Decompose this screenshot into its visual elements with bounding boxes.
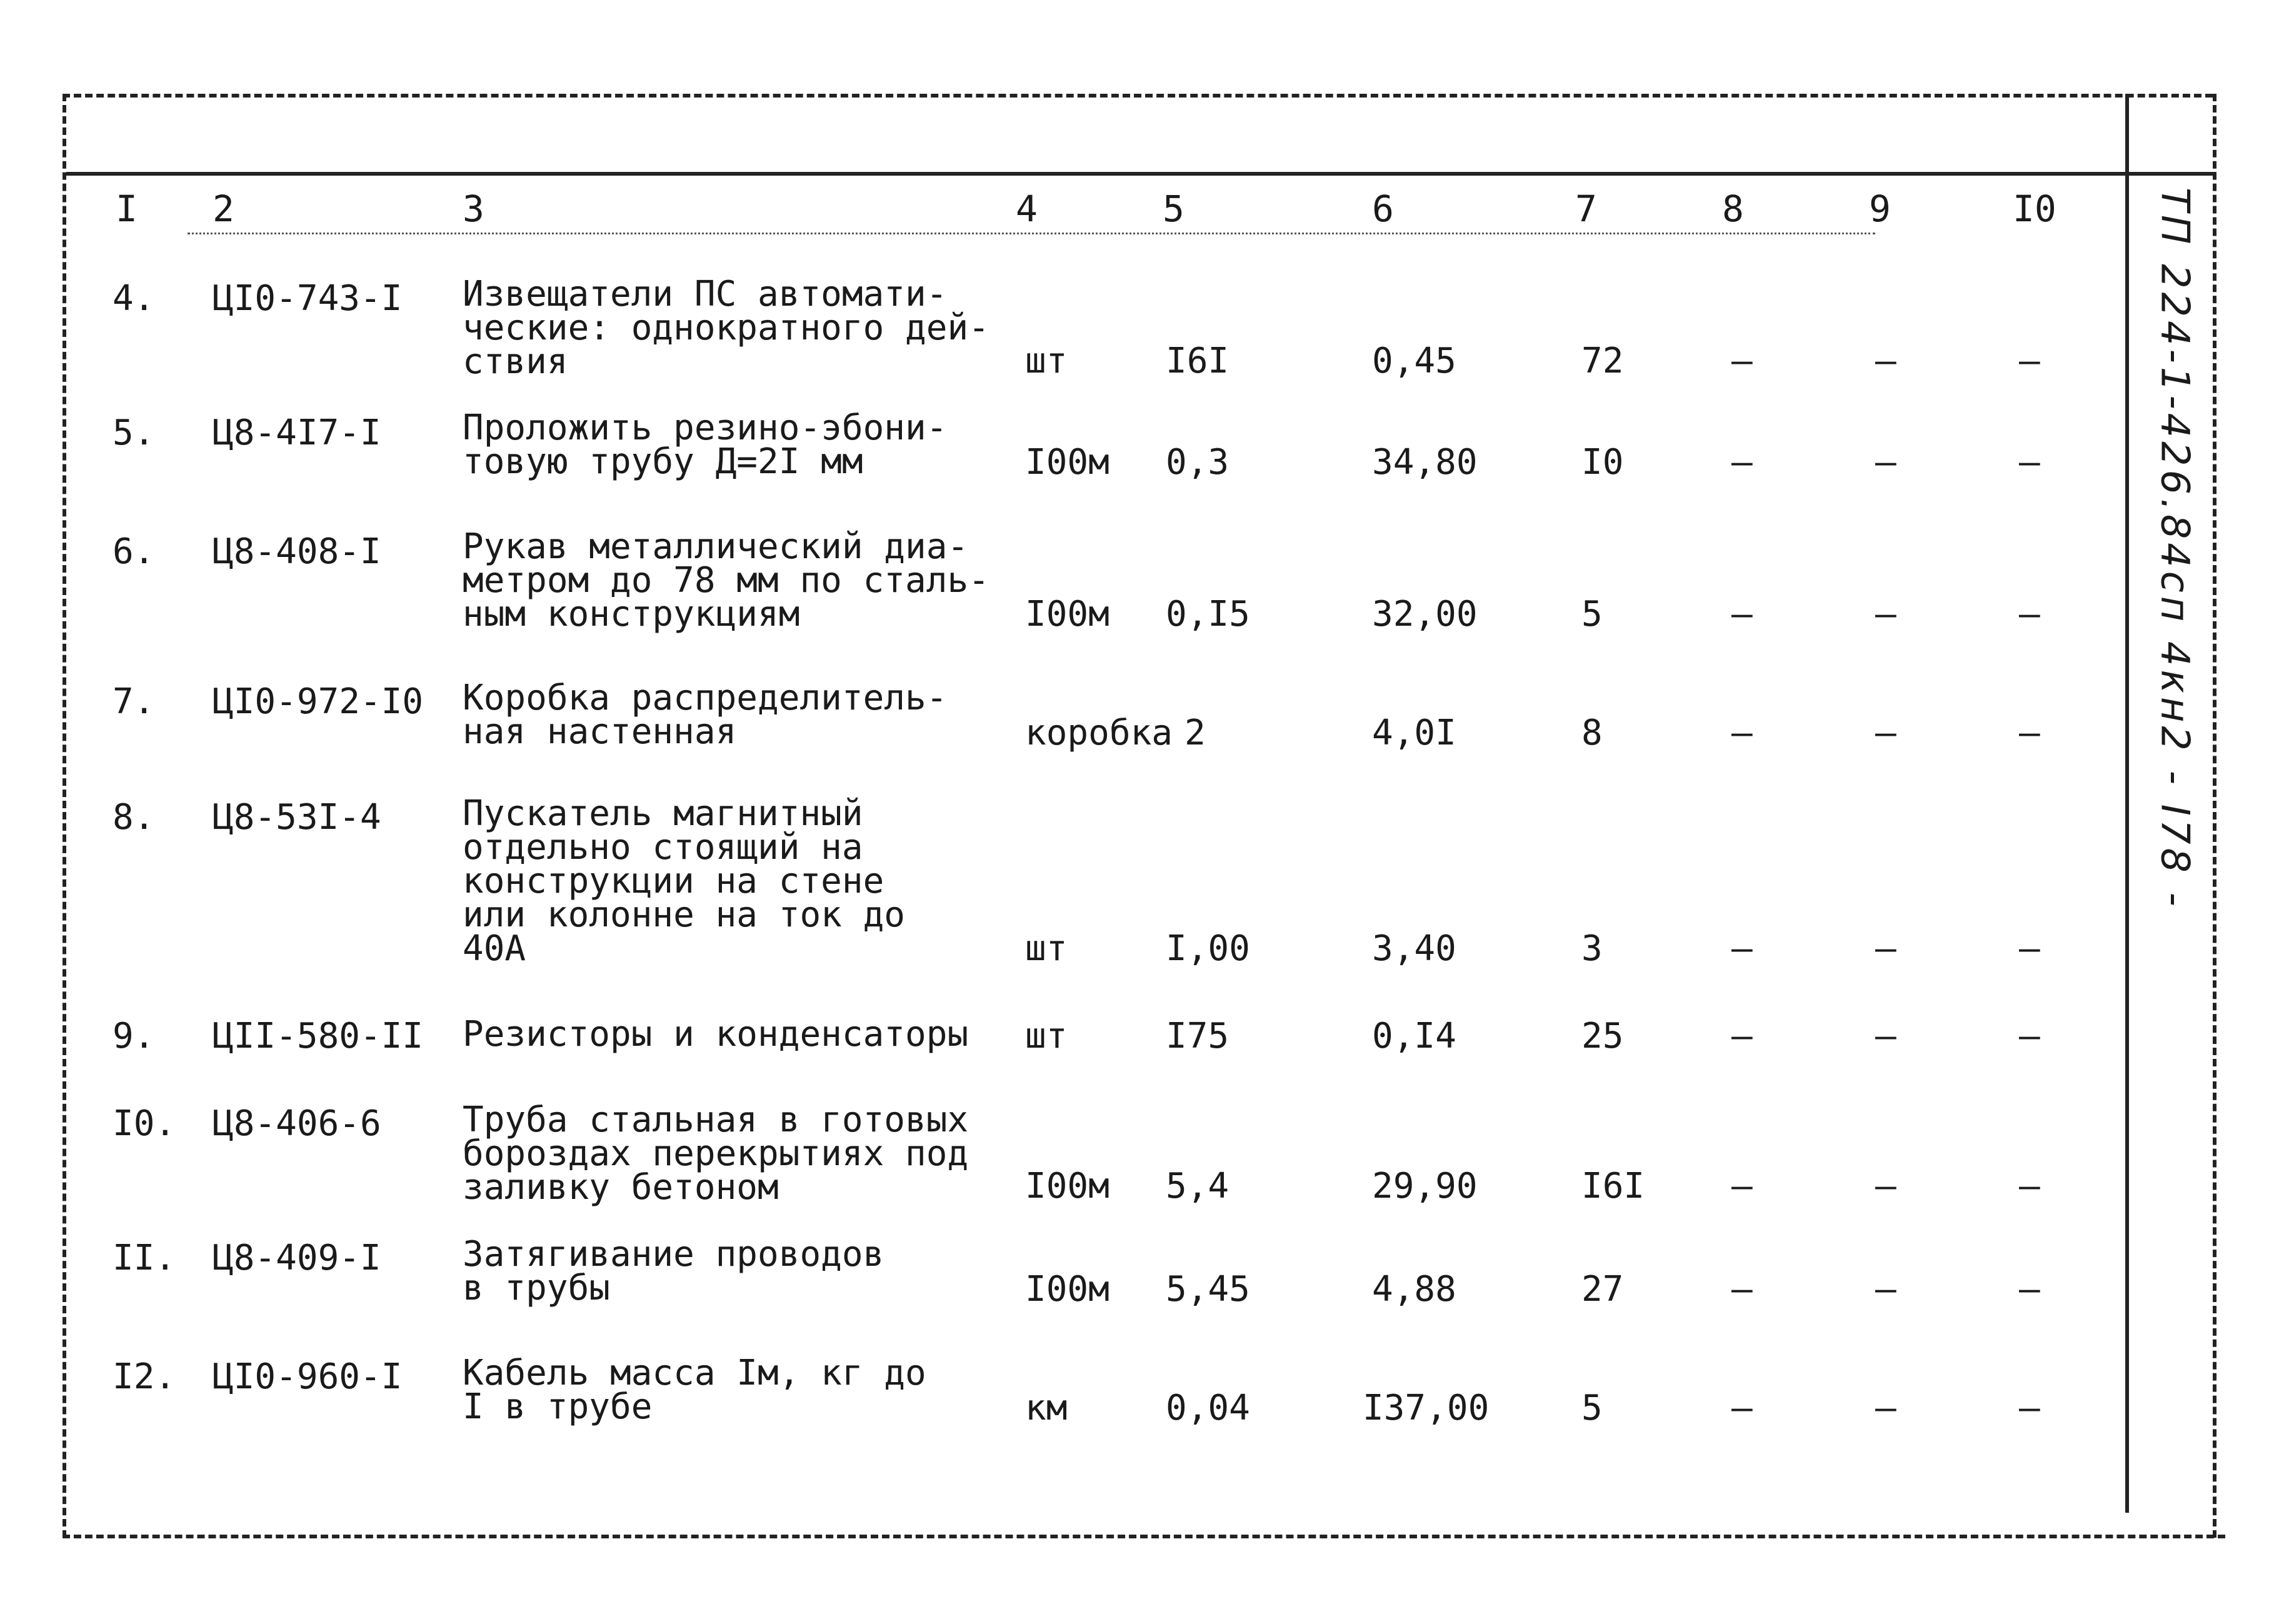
- row-number: I0.: [113, 1103, 176, 1144]
- row-quantity: I75: [1166, 1016, 1230, 1056]
- row-total: 5: [1581, 594, 1603, 634]
- row-quantity: 2: [1185, 713, 1206, 753]
- row-quantity: 0,04: [1166, 1388, 1250, 1428]
- row-unit: I00м: [1025, 442, 1109, 483]
- row-col-8: –: [1731, 594, 1753, 634]
- row-description: Извещатели ПС автомати- ческие: однократного дей- ствия: [463, 274, 989, 382]
- row-col-9: –: [1875, 1388, 1896, 1428]
- row-norm: I37,00: [1363, 1388, 1490, 1428]
- header-col-7: 7: [1575, 188, 1597, 230]
- row-code: Ц8-409-I: [213, 1238, 381, 1278]
- frame-right: [2213, 94, 2216, 1538]
- header-col-10: I0: [2013, 188, 2056, 230]
- row-col-10: –: [2019, 1388, 2040, 1428]
- header-divider: [66, 172, 2216, 176]
- row-number: 6.: [113, 531, 155, 572]
- row-description: Резисторы и конденсаторы: [463, 1014, 969, 1055]
- row-col-8: –: [1731, 442, 1753, 483]
- row-col-8: –: [1731, 928, 1753, 969]
- row-number: II.: [113, 1238, 176, 1278]
- row-col-9: –: [1875, 713, 1896, 753]
- row-total: 27: [1581, 1269, 1624, 1310]
- row-col-10: –: [2019, 442, 2040, 483]
- row-norm: 4,88: [1372, 1269, 1456, 1310]
- row-unit: шт: [1025, 1016, 1068, 1056]
- row-col-9: –: [1875, 928, 1896, 969]
- row-norm: 29,90: [1372, 1166, 1478, 1206]
- row-col-9: –: [1875, 341, 1896, 381]
- row-number: 5.: [113, 413, 155, 453]
- row-description: Рукав металлический диа- метром до 78 мм по сталь- ным конструкциям: [463, 526, 989, 634]
- row-col-10: –: [2019, 1166, 2040, 1206]
- row-total: 8: [1581, 713, 1603, 753]
- row-col-10: –: [2019, 928, 2040, 969]
- row-total: I6I: [1581, 1166, 1645, 1206]
- row-unit: I00м: [1025, 1269, 1109, 1310]
- row-description: Пускатель магнитный отдельно стоящий на конструкции на стене или колонне на ток до 40А: [463, 793, 906, 969]
- row-col-10: –: [2019, 594, 2040, 634]
- row-col-10: –: [2019, 341, 2040, 381]
- row-norm: 0,45: [1372, 341, 1456, 381]
- row-number: I2.: [113, 1356, 176, 1397]
- header-col-9: 9: [1869, 188, 1891, 230]
- row-quantity: 5,4: [1166, 1166, 1230, 1206]
- row-description: Затягивание проводов в трубы: [463, 1234, 884, 1308]
- row-col-8: –: [1731, 713, 1753, 753]
- row-norm: 34,80: [1372, 442, 1478, 483]
- row-col-8: –: [1731, 341, 1753, 381]
- row-code: ЦI0-960-I: [213, 1356, 403, 1397]
- row-quantity: I,00: [1166, 928, 1250, 969]
- header-underline: [188, 233, 1875, 234]
- row-number: 8.: [113, 797, 155, 838]
- stamp-text: ТП 224-1-426.84сп 4кн2 - I78 -: [2152, 188, 2198, 910]
- stamp-divider: [2125, 94, 2129, 1513]
- header-col-3: 3: [463, 188, 484, 230]
- row-col-10: –: [2019, 713, 2040, 753]
- row-number: 9.: [113, 1016, 155, 1056]
- row-norm: 32,00: [1372, 594, 1478, 634]
- row-code: Ц8-406-6: [213, 1103, 381, 1144]
- row-total: 72: [1581, 341, 1624, 381]
- row-total: 5: [1581, 1388, 1603, 1428]
- row-col-9: –: [1875, 442, 1896, 483]
- row-col-8: –: [1731, 1269, 1753, 1310]
- row-col-9: –: [1875, 1016, 1896, 1056]
- row-quantity: 5,45: [1166, 1269, 1250, 1310]
- header-col-1: I: [116, 188, 138, 230]
- row-description: Труба стальная в готовых бороздах перекрытиях под заливку бетоном: [463, 1100, 969, 1208]
- row-unit: шт: [1025, 928, 1068, 969]
- frame-bottom: [63, 1535, 2225, 1538]
- row-norm: 4,0I: [1372, 713, 1456, 753]
- row-description: Коробка распределитель- ная настенная: [463, 678, 948, 752]
- row-quantity: 0,I5: [1166, 594, 1250, 634]
- row-total: I0: [1581, 442, 1624, 483]
- header-col-8: 8: [1722, 188, 1744, 230]
- row-code: Ц8-53I-4: [213, 797, 381, 838]
- row-description: Кабель масса Iм, кг до I в трубе: [463, 1353, 926, 1427]
- header-col-2: 2: [213, 188, 234, 230]
- row-col-8: –: [1731, 1166, 1753, 1206]
- row-total: 3: [1581, 928, 1603, 969]
- row-col-9: –: [1875, 1166, 1896, 1206]
- frame-top: [63, 94, 2213, 98]
- row-description: Проложить резино-эбони- товую трубу Д=2I мм: [463, 408, 948, 482]
- row-number: 4.: [113, 278, 155, 319]
- document-stamp: [2138, 188, 2213, 910]
- row-code: ЦI0-743-I: [213, 278, 403, 319]
- row-col-10: –: [2019, 1269, 2040, 1310]
- row-quantity: I6I: [1166, 341, 1230, 381]
- row-unit: I00м: [1025, 594, 1109, 634]
- header-col-4: 4: [1016, 188, 1038, 230]
- row-unit: шт: [1025, 341, 1068, 381]
- row-code: ЦI0-972-I0: [213, 681, 424, 722]
- row-col-9: –: [1875, 1269, 1896, 1310]
- frame-left: [63, 94, 66, 1538]
- row-code: Ц8-4I7-I: [213, 413, 381, 453]
- row-code: Ц8-408-I: [213, 531, 381, 572]
- row-number: 7.: [113, 681, 155, 722]
- row-col-8: –: [1731, 1016, 1753, 1056]
- row-col-10: –: [2019, 1016, 2040, 1056]
- header-col-6: 6: [1372, 188, 1394, 230]
- row-unit: коробка: [1025, 713, 1173, 753]
- row-norm: 0,I4: [1372, 1016, 1456, 1056]
- row-unit: I00м: [1025, 1166, 1109, 1206]
- header-col-5: 5: [1163, 188, 1185, 230]
- row-col-9: –: [1875, 594, 1896, 634]
- row-code: ЦII-580-II: [213, 1016, 424, 1056]
- row-col-8: –: [1731, 1388, 1753, 1428]
- row-total: 25: [1581, 1016, 1624, 1056]
- row-quantity: 0,3: [1166, 442, 1230, 483]
- row-norm: 3,40: [1372, 928, 1456, 969]
- row-unit: км: [1025, 1388, 1068, 1428]
